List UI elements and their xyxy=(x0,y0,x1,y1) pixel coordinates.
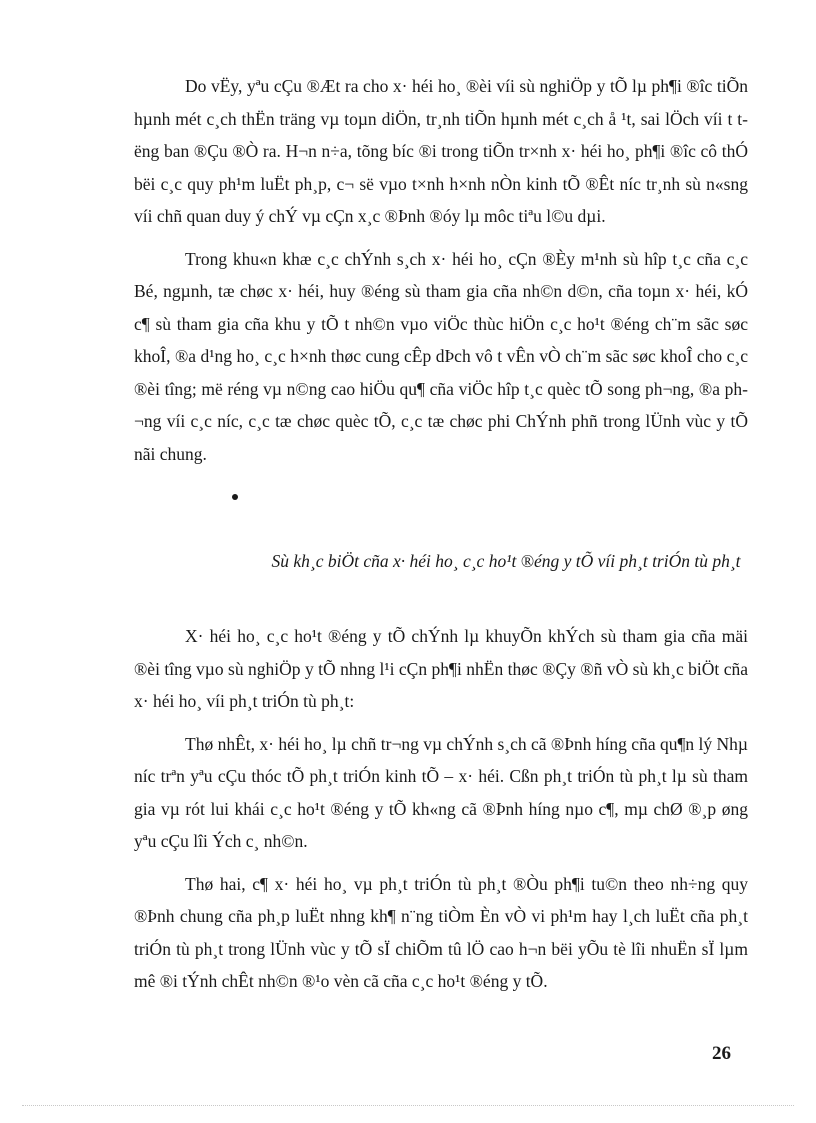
document-body xyxy=(134,70,753,1008)
page-number: 26 xyxy=(712,1043,731,1064)
paragraph: Trong khu«n khæ c¸c chÝnh s¸ch x· héi ho¸ cÇn ®Èy m¹nh sù hîp t¸c cña c¸c Bé, ngµnh, tæ chøc x· héi, huy ®éng sù tham gia cña nh©n d©n, cña toµn x· héi, kÓ c¶ sù tham gia cña khu y tÕ t nh©n vµo viÖc thùc hiÖn c¸c ho¹t ®éng ch¨m sãc søc khoÎ, ®a d¹ng ho¸ c¸c h×nh thøc cung cÊp dÞch vô t vÊn vÒ ch¨m sãc søc khoÎ cho c¸c ®èi tîng; më réng vµ n©ng cao hiÖu qu¶ cña viÖc hîp t¸c quèc tÕ song ph¬ng, ®a ph¬ng víi c¸c níc, c¸c tæ chøc quèc tÕ, c¸c tæ chøc phi ChÝnh phñ trong lÜnh vùc y tÕ nãi chung. xyxy=(134,248,753,464)
paragraph: Thø nhÊt, x· héi ho¸ lµ chñ tr¬ng vµ chÝnh s¸ch cã ®Þnh híng cña qu¶n lý Nhµ níc trªn yªu cÇu thóc tÕ ph¸t triÓn kinh tÕ – x· héi. Cßn ph¸t triÓn tù ph¸t lµ sù tham gia vµ rót lui khái c¸c ho¹t ®éng y tÕ kh«ng cã ®Þnh híng nµo c¶, mµ chØ ®¸p øng yªu cÇu lîi Ých c¸ nh©n. xyxy=(134,733,753,851)
bullet-heading xyxy=(134,480,748,610)
bullet-icon xyxy=(232,494,238,500)
bullet-heading-text: Sù kh¸c biÖt cña x· héi ho¸ c¸c ho¹t ®éng y tÕ víi ph¸t triÓn tù ph¸t xyxy=(271,551,741,571)
paragraph: Do vËy, yªu cÇu ®Æt ra cho x· héi ho¸ ®èi víi sù nghiÖp y tÕ lµ ph¶i ®îc tiÕn hµnh mét c¸ch thËn träng vµ toµn diÖn, tr¸nh tiÕn hµnh mét c¸ch å ¹t, sai lÖch víi t tëng ban ®Çu ®Ò ra. H¬n n÷a, tõng bíc ®i trong tiÕn tr×nh x· héi ho¸ ph¶i ®îc cô thÓ bëi c¸c quy ph¹m luËt ph¸p, c¬ së vµo t×nh h×nh nÒn kinh tÕ ®Êt níc tr¸nh sù n«sng víi chñ quan duy ý chÝ vµ cÇn x¸c ®Þnh ®óy lµ môc tiªu l©u dµi. xyxy=(134,76,753,226)
paragraph: Thø hai, c¶ x· héi ho¸ vµ ph¸t triÓn tù ph¸t ®Òu ph¶i tu©n theo nh÷ng quy ®Þnh chung cña ph¸p luËt nhng kh¶ n¨ng tiÒm Èn vÒ vi ph¹m hay l¸ch luËt cña ph¸t triÓn tù ph¸t trong lÜnh vùc y tÕ sÏ chiÕm tû lÖ cao h¬n bëi yÕu tè lîi nhuËn sÏ lµm mê ®i tÝnh chÊt nh©n ®¹o vèn cã cña c¸c ho¹t ®éng y tÕ. xyxy=(134,873,753,991)
paragraph: X· héi ho¸ c¸c ho¹t ®éng y tÕ chÝnh lµ khuyÕn khÝch sù tham gia cña mäi ®èi tîng vµo sù nghiÖp y tÕ nhng l¹i cÇn ph¶i nhËn thøc ®Çy ®ñ vÒ sù kh¸c biÖt cña x· héi ho¸ víi ph¸t triÓn tù ph¸t: xyxy=(134,626,753,711)
footer-divider xyxy=(22,1105,794,1106)
